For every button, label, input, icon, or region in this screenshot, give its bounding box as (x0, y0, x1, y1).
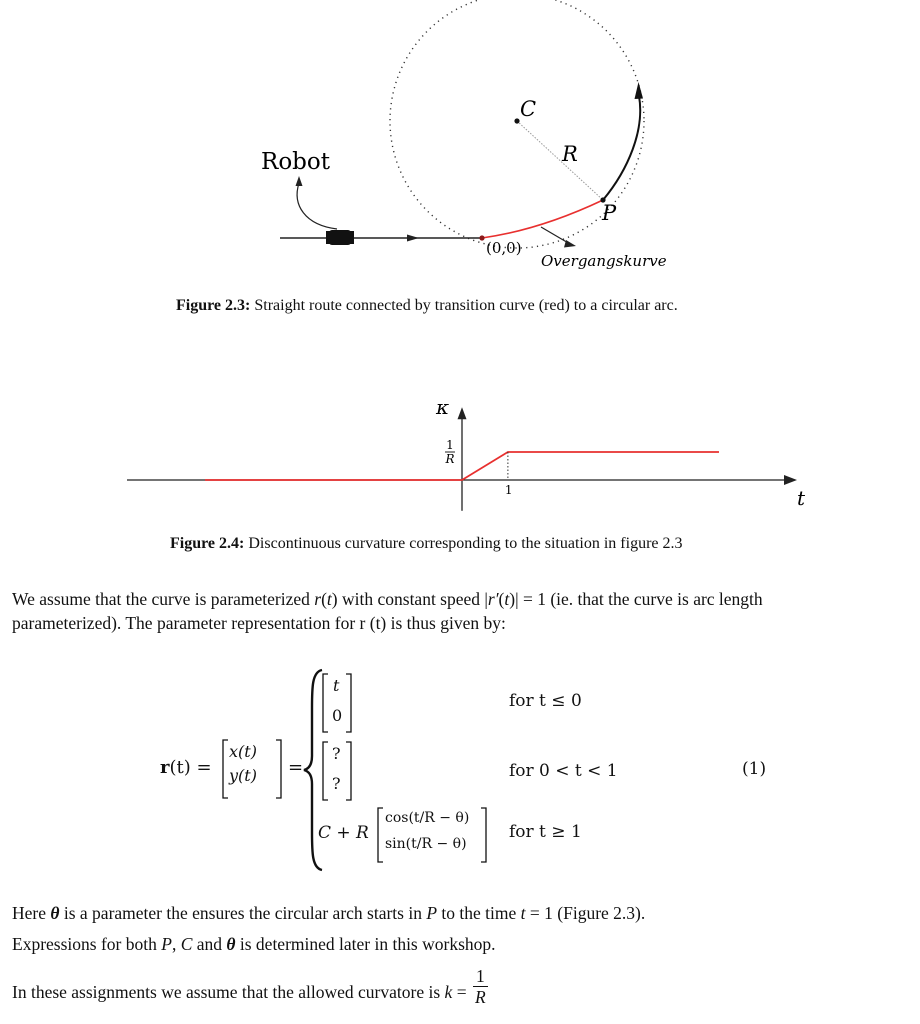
math-p: P (161, 934, 172, 954)
intro-paragraph (12, 587, 912, 635)
y-axis-label: κ (436, 395, 450, 420)
figure-2-3-caption (176, 297, 678, 315)
text-run: Expressions for both (12, 934, 162, 954)
y-tick-numerator: 1 (446, 438, 454, 452)
intro-line-1 (12, 587, 912, 611)
expressions-paragraph (12, 932, 496, 956)
robot-wheel-icon (350, 231, 354, 244)
fraction-numerator: 1 (473, 966, 488, 987)
text-run: ( (498, 589, 505, 609)
route-arrow-icon (407, 235, 419, 242)
point-label: P (602, 201, 617, 225)
text-run: and (192, 934, 227, 954)
math-c: C (180, 934, 193, 954)
transition-curve (482, 200, 603, 238)
math-theta: θ (50, 903, 60, 923)
case3-top: cos(t/R − θ) (385, 810, 470, 826)
fraction-1-over-r (473, 966, 488, 1007)
x-axis-arrow-icon (784, 475, 797, 485)
robot-wheel-icon (326, 231, 330, 244)
text-run: is determined later in this workshop. (235, 934, 496, 954)
case3-bottom: sin(t/R − θ) (385, 836, 467, 852)
center-point (514, 118, 519, 123)
transition-pointer-arrow-icon (564, 240, 576, 248)
caption-number: Figure 2.3: (176, 297, 251, 314)
y-tick-denominator: R (445, 452, 455, 466)
figure-2-4-caption (170, 535, 683, 553)
text-run: = 1 (Figure 2.3). (525, 903, 646, 923)
text-run: We assume that the curve is parameterized (12, 589, 315, 609)
math-t: t (326, 589, 332, 609)
text-run: = (452, 982, 471, 1002)
lhs-rest: (t) = (169, 757, 212, 778)
case3-prefix: C + R (318, 823, 369, 843)
robot-icon (329, 230, 351, 245)
math-r-prime: r′ (487, 589, 499, 609)
equals-sign: = (288, 757, 304, 778)
transition-label: Overgangskurve (541, 252, 667, 270)
arc-arrow-icon (635, 82, 644, 99)
text-run: In these assignments we assume that the allowed curvatore is (12, 982, 445, 1002)
radius-label: R (562, 142, 578, 166)
robot-label: Robot (261, 149, 330, 175)
fraction-denominator: R (474, 987, 486, 1007)
equation-number: (1) (742, 759, 767, 779)
circular-arc (603, 96, 640, 200)
text-run: ( (321, 589, 327, 609)
radius-line (517, 121, 603, 200)
condition-1: for t ≤ 0 (509, 691, 582, 711)
origin-point (479, 235, 484, 240)
bold-r: r (160, 757, 170, 778)
text-run: Here (12, 903, 51, 923)
condition-3: for t ≥ 1 (509, 822, 582, 842)
caption-number: Figure 2.4: (170, 535, 245, 552)
vector-x: x(t) (229, 742, 257, 761)
math-t: t (520, 903, 526, 923)
case2-top: ? (332, 744, 341, 763)
case1-bottom: 0 (332, 706, 343, 725)
equation-1 (0, 660, 920, 880)
caption-text: Straight route connected by transition curve (red) to a circular arc. (254, 297, 678, 314)
figure-2-4-chart (0, 370, 920, 520)
math-k: k (444, 982, 453, 1002)
x-axis-label: t (797, 486, 806, 510)
center-label: C (520, 97, 537, 121)
vector-y: y(t) (229, 766, 257, 785)
robot-pointer-arrow-icon (296, 176, 303, 186)
caption-text: Discontinuous curvature corresponding to the situation in figure 2.3 (248, 535, 683, 552)
text-run: to the time (437, 903, 521, 923)
figure-2-3 (0, 0, 920, 280)
text-run: ) with constant speed | (331, 589, 488, 609)
math-t: t (504, 589, 510, 609)
origin-label: (0,0) (486, 239, 522, 257)
math-p: P (426, 903, 438, 923)
math-theta: θ (226, 934, 236, 954)
y-tick-label (444, 438, 455, 466)
theta-paragraph (12, 901, 645, 925)
case1-top: t (333, 676, 340, 695)
curvature-paragraph (12, 966, 488, 1022)
text-run: , (171, 934, 181, 954)
condition-2: for 0 < t < 1 (509, 761, 618, 781)
case2-bottom: ? (332, 774, 341, 793)
robot-pointer-curve (297, 183, 337, 229)
text-run: is a parameter the ensures the circular arch starts in (59, 903, 427, 923)
y-axis-arrow-icon (458, 407, 467, 419)
equation-lhs (160, 757, 212, 778)
text-run: )| = 1 (ie. that the curve is arc length (509, 589, 763, 609)
math-r: r (314, 589, 322, 609)
x-tick-label: 1 (504, 483, 513, 497)
intro-line-2: parameterized). The parameter representation for r (t) is thus given by: (12, 613, 506, 633)
